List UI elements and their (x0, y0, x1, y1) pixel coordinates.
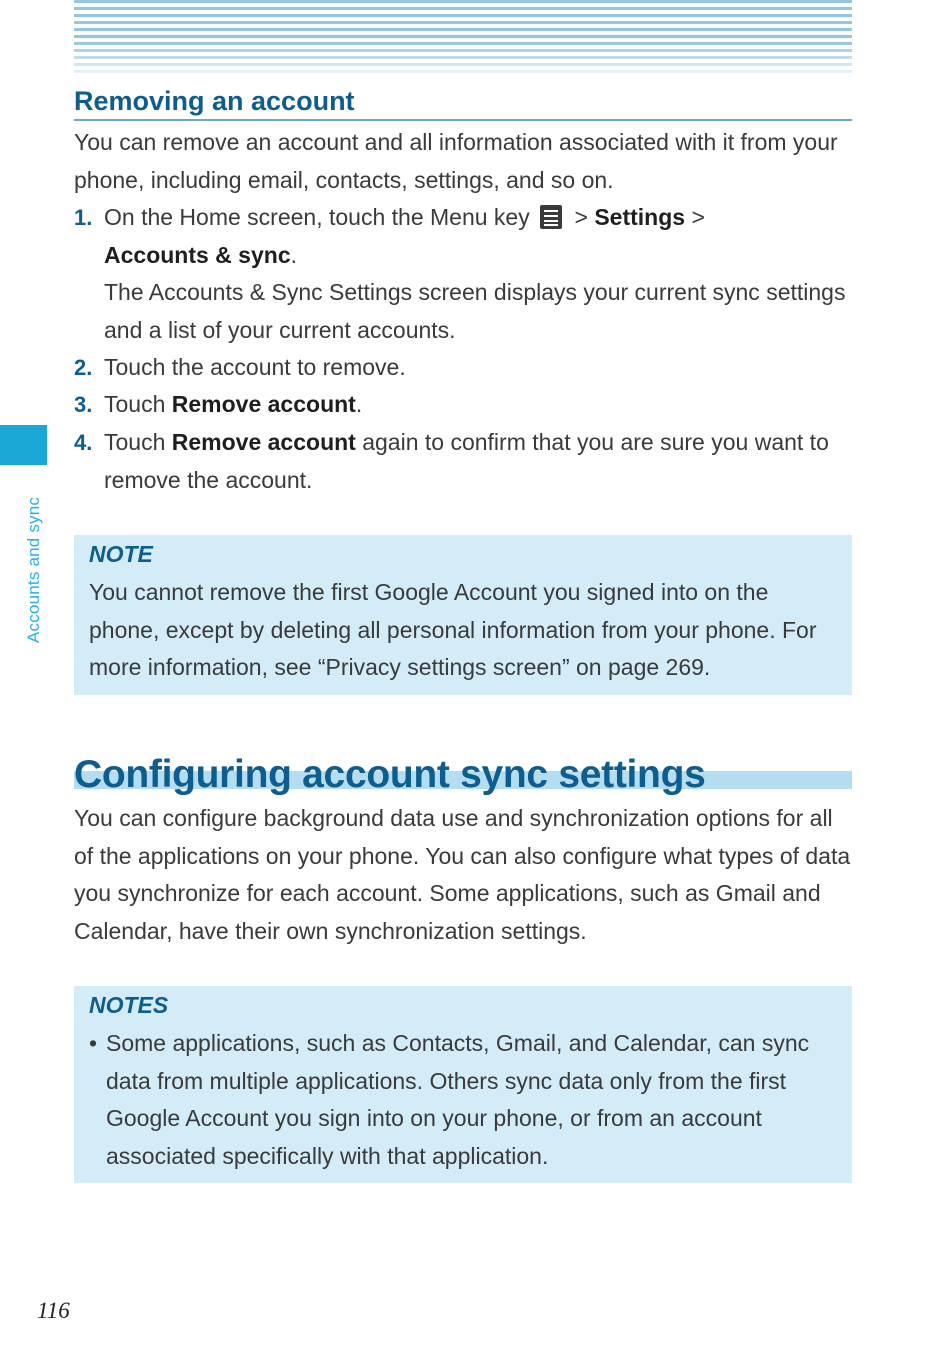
step-text: Touch the account to remove. (104, 354, 406, 380)
list-item-text: Some applications, such as Contacts, Gmail, and Calendar, can sync data from multiple applications. Others sync data only from the first Google Account you sign into on your phone, or from an account associated specifically with that application. (106, 1030, 810, 1169)
step-text: . (355, 391, 363, 417)
step-detail: The Accounts & Sync Settings screen displays your current sync settings and a list of your current accounts. (104, 279, 846, 343)
step-1 (74, 199, 854, 349)
header-stripes (74, 0, 852, 76)
step-4 (74, 424, 854, 499)
remove-account-label: Remove account (171, 391, 356, 417)
section-label: Accounts and sync (24, 496, 43, 643)
step-number: 4. (74, 430, 93, 455)
settings-label: Settings (594, 204, 686, 230)
step-number: 2. (74, 355, 93, 380)
notes-title: NOTES (89, 992, 169, 1018)
step-text: > (685, 204, 705, 230)
removing-heading: Removing an account (74, 84, 852, 121)
note-box (74, 535, 852, 695)
step-text: . (290, 241, 297, 268)
removing-intro: You can remove an account and all information associated with it from your phone, including email, contacts, settings, and so on. (74, 129, 838, 193)
step-text: again to confirm that you are sure you want to remove the account. (104, 429, 829, 493)
configuring-intro: You can configure background data use and synchronization options for all of the applications on your phone. You can also configure what types of data you synchronize for each account. Some applications, such as Gmail and Calendar, have their own synchronization settings. (74, 805, 851, 944)
step-number: 1. (74, 205, 93, 230)
note-title: NOTE (89, 541, 153, 567)
remove-account-label: Remove account (171, 429, 356, 455)
section-tab (0, 425, 47, 465)
menu-key-icon (540, 205, 562, 229)
step-text: Touch (104, 429, 172, 455)
step-number: 3. (74, 392, 93, 417)
accounts-sync-label: Accounts & sync (104, 241, 291, 268)
bullet-icon: • (89, 1030, 98, 1056)
notes-box (74, 986, 852, 1183)
step-3 (74, 386, 854, 424)
step-text: Touch (104, 391, 172, 417)
configuring-heading: Configuring account sync settings (74, 753, 706, 796)
note-text: You cannot remove the first Google Account you signed into on the phone, except by deleting all personal information from your phone. For more information, see “Privacy settings screen” on page 269. (89, 579, 817, 680)
step-text: > (568, 204, 595, 230)
step-text: On the Home screen, touch the Menu key (104, 204, 537, 230)
step-2 (74, 349, 854, 387)
page-number: 116 (37, 1298, 70, 1323)
list-item (89, 1025, 844, 1175)
